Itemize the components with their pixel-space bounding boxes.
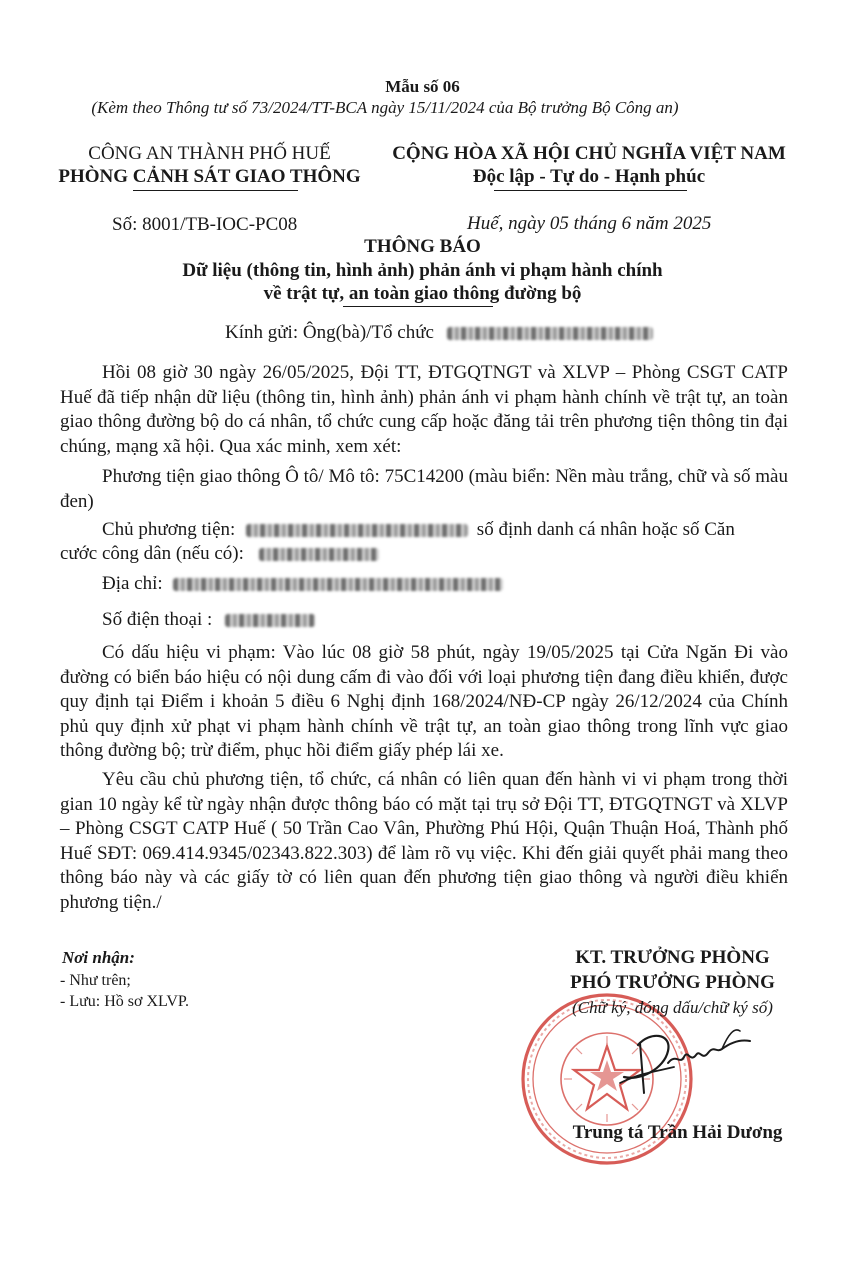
id-label: cước công dân (nếu có): <box>60 543 244 564</box>
document-title: THÔNG BÁO <box>364 236 481 257</box>
owner-label: Chủ phương tiện: <box>102 519 236 540</box>
agency-underline <box>133 190 298 191</box>
phone-line <box>102 609 315 631</box>
redacted-owner-name <box>246 524 468 537</box>
signature-icon <box>610 1023 760 1098</box>
owner-line <box>102 519 735 541</box>
form-number: Mẫu số 06 <box>385 77 460 96</box>
address-line <box>102 573 503 595</box>
violation-paragraph: Có dấu hiệu vi phạm: Vào lúc 08 giờ 58 phút, ngày 19/05/2025 tại Cửa Ngăn Đi vào đường có biển báo hiệu có nội dung cấm đi vào đối với loại phương tiện đang điều khiển, được quy định tại Điểm i khoản 5 điều 6 Nghị định 168/2024/NĐ-CP ngày 26/12/2024 của Chính phủ quy định xử phạt vi phạm hành chính về trật tự, an toàn giao thông trong lĩnh vực giao thông đường bộ; trừ điểm, phục hồi điểm giấy phép lái xe. <box>60 642 788 761</box>
agency-name: CÔNG AN THÀNH PHỐ HUẾ <box>88 143 331 164</box>
intro-paragraph: Hồi 08 giờ 30 ngày 26/05/2025, Đội TT, ĐTGQTNGT và XLVP – Phòng CSGT CATP Huế đã tiếp nhận dữ liệu (thông tin, hình ảnh) phản ánh vi phạm hành chính về trật tự, an toàn giao thông đường bộ do cá nhân, tổ chức cung cấp hoặc đăng tải trên phương tiện thông tin đại chúng, mạng xã hội. Qua xác minh, xem xét: <box>60 362 788 457</box>
recipient-item-2: - Lưu: Hồ sơ XLVP. <box>60 993 189 1010</box>
document-subtitle-2: về trật tự, an toàn giao thông đường bộ <box>263 283 582 304</box>
redacted-phone <box>225 614 315 627</box>
owner-id-text: số định danh cá nhân hoặc số Căn <box>476 519 735 540</box>
vehicle-paragraph: Phương tiện giao thông Ô tô/ Mô tô: 75C14200 (màu biển: Nền màu trắng, chữ và số màu đen) <box>60 466 788 512</box>
recipient-line <box>225 322 653 344</box>
sign-title-1: KT. TRƯỞNG PHÒNG <box>575 947 770 968</box>
sign-note: (Chữ ký, đóng dấu/chữ ký số) <box>572 998 773 1017</box>
agency-department: PHÒNG CẢNH SÁT GIAO THÔNG <box>58 166 361 187</box>
request-paragraph: Yêu cầu chủ phương tiện, tổ chức, cá nhân có liên quan đến hành vi vi phạm trong thời gian 10 ngày kể từ ngày nhận được thông báo có mặt tại trụ sở Đội TT, ĐTGQTNGT và XLVP – Phòng CSGT CATP Huế ( 50 Trần Cao Vân, Phường Phú Hội, Quận Thuận Hoá, Thành phố Huế SĐT: 069.414.9345/02343.822.303) để làm rõ vụ việc. Khi đến giải quyết phải mang theo thông báo này và các giấy tờ có liên quan đến phương tiện giao thông và người điều khiển phương tiện./ <box>60 769 788 913</box>
redacted-id <box>259 548 379 561</box>
sign-title-2: PHÓ TRƯỞNG PHÒNG <box>570 972 775 993</box>
nation-motto: Độc lập - Tự do - Hạnh phúc <box>472 166 706 187</box>
phone-label: Số điện thoại : <box>102 609 213 630</box>
recipient-label: Kính gửi: Ông(bà)/Tổ chức <box>225 322 434 343</box>
redacted-address <box>173 578 503 591</box>
form-note: (Kèm theo Thông tư số 73/2024/TT-BCA ngày 15/11/2024 của Bộ trưởng Bộ Công an) <box>91 98 679 117</box>
nation-name: CỘNG HÒA XÃ HỘI CHỦ NGHĨA VIỆT NAM <box>392 143 786 164</box>
document-number: Số: 8001/TB-IOC-PC08 <box>112 214 298 235</box>
recipients-title: Nơi nhận: <box>62 948 135 967</box>
place-date: Huế, ngày 05 tháng 6 năm 2025 <box>467 213 712 234</box>
motto-underline <box>494 190 687 191</box>
signer-name: Trung tá Trần Hải Dương <box>572 1122 783 1143</box>
redacted-recipient <box>447 327 653 340</box>
document-subtitle-1: Dữ liệu (thông tin, hình ảnh) phản ánh vi phạm hành chính <box>182 260 663 281</box>
id-line <box>60 543 379 565</box>
title-underline <box>343 306 493 307</box>
address-label: Địa chỉ: <box>102 573 163 594</box>
recipient-item-1: - Như trên; <box>60 972 131 989</box>
